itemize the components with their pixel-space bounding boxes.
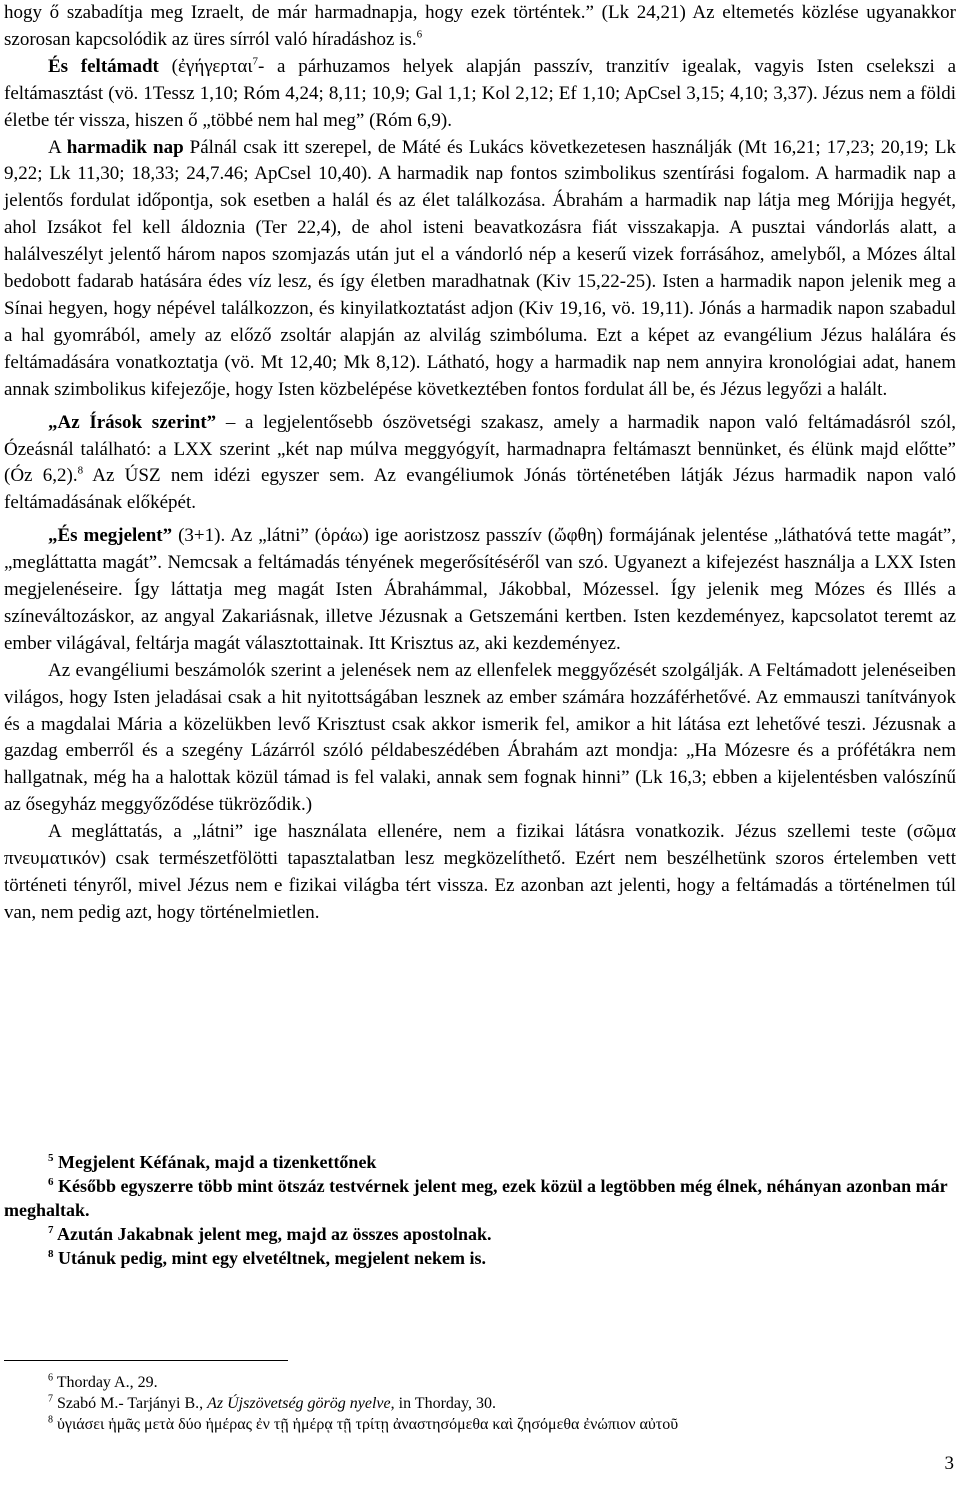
footnote-text: Szabó M.- Tarjányi B., (57, 1395, 208, 1412)
paragraph-text: (ἐγήγερται (158, 55, 253, 77)
paragraph-4 (4, 410, 956, 518)
footnote-item (4, 1393, 956, 1414)
footnote-text: , in Thorday, 30. (390, 1395, 496, 1412)
verse-number: 8 (48, 1248, 54, 1260)
verse-item (4, 1174, 956, 1222)
footnote-number: 7 (48, 1393, 53, 1405)
verse-number: 7 (48, 1224, 54, 1236)
term-heading: harmadik nap (66, 136, 184, 158)
verse-text: Később egyszerre több mint ötszáz testvérnek jelent meg, ezek közül a legtöbben még élnek, néhányan azonban már meghaltak. (4, 1176, 948, 1220)
paragraph-text: A (48, 136, 67, 158)
paragraph-1 (4, 0, 956, 54)
term-heading: „Az Írások szerint” (48, 411, 217, 433)
paragraph-text: (3+1). Az „látni” (ὁράω) ige aoristzosz passzív (ὤφθη) formájának jelentése „láthatóvá tette magát”, „megláttatta magát”. Nemcsak a feltámadás tényének megerősítéséről van szó. Ugyanezt a kifejezést használja a LXX Isten megjelenéseire. Így láttatja meg magát Isten Ábrahámmal, Jákobbal, Mózessel. Így jelenik meg Mózes és Illés a színeváltozáskor, az angyal Zakariásnak, illetve Jézusnak a Getszemáni kertben. Isten kezdeményez, kapcsolatot teremt az ember világával, feltárja magát választottainak. Itt Krisztus az, aki kezdeményez. (4, 525, 956, 654)
verse-text: Utánuk pedig, mint egy elvetéltnek, megjelent nekem is. (58, 1248, 486, 1268)
footnote-ref: 7 (252, 55, 258, 68)
term-heading: „És megjelent” (48, 525, 173, 547)
term-heading: És feltámadt (48, 55, 159, 77)
footnotes (4, 1372, 956, 1435)
footnote-text: Thorday A., 29. (56, 1374, 158, 1391)
footnote-ref: 6 (416, 28, 423, 41)
paragraph-text: hogy ő szabadítja meg Izraelt, de már harmadnapja, hogy ezek történtek.” (Lk 24,21) Az eltemetés közlése ugyanakkor szorosan kapcsolódik az üres sírról való híradáshoz is. (4, 2, 956, 50)
paragraph-3 (4, 135, 956, 404)
verse-item (4, 1150, 956, 1174)
footnote-number: 8 (48, 1414, 53, 1426)
footnote-separator (4, 1360, 288, 1361)
paragraph-7: A megláttatás, a „látni” ige használata ellenére, nem a fizikai látásra vonatkozik. Jézus szellemi teste (σῶμα πνευματικόν) csak természetfölötti tapasztalatban lesz megközelíthető. Ezért nem beszélhetünk szoros értelemben vett történeti tényről, mivel Jézus nem e fizikai világba tért vissza. Ez azonban azt jelenti, hogy a feltámadás a történelmen túl van, nem pedig azt, hogy történelmietlen. (4, 821, 956, 923)
paragraph-text: - a párhuzamos helyek alapján passzív, tranzitív igealak, vagyis Isten cselekszi a feltámasztást (vö. 1Tessz 1,10; Róm 4,24; 8,11; 10,9; Gal 1,1; Kol 2,12; Ef 1,10; ApCsel 3,15; 4,10; 3,37). Jézus nem a földi életbe tér vissza, hiszen ő „többé nem hal meg” (Róm 6,9). (4, 55, 957, 131)
footnote-greek-text: ὑγιάσει ἡμᾶς μετὰ δύο ἡμέρας ἐν τῇ ἡμέρᾳ τῇ τρίτῃ ἀναστησόμεθα καὶ ζησόμεθα ἐνώπιον αὐτοῦ (57, 1416, 679, 1433)
bible-verses (4, 1150, 956, 1270)
footnote-item (4, 1372, 956, 1393)
paragraph-2 (4, 54, 956, 135)
footnote-ref: 8 (77, 465, 84, 478)
verse-item (4, 1222, 956, 1246)
footnote-number: 6 (48, 1372, 53, 1384)
footnote-item (4, 1414, 956, 1435)
verse-item (4, 1246, 956, 1270)
paragraph-text: Pálnál csak itt szerepel, de Máté és Lukács következetesen használják (Mt 16,21; 17,23; 20,19; Lk 9,22; Lk 11,30; 18,33; 24,7.46; ApCsel 10,40). A harmadik nap fontos szimbolikus szentírási fogalom. A harmadik nap a jelentős fordulat időpontja, sok esetben a halál és az élet találkozása. Ábrahám a harmadik nap látja meg Mórijja hegyét, ahol Izsákot fel kell áldoznia (Ter 22,4), de ahol isteni beavatkozásra fiát visszakapja. A pusztai vándorlás alatt, a halálveszélyt jelentő három napos szomjazás után jut el a vándorló nép a keserű vizek forrásához, amelyből, a Mózes által bedobott fadarab hatására édes víz lesz, és így életben maradhatnak (Kiv 15,22-25). Isten a harmadik napon jelenik meg a Sínai hegyen, hogy népével találkozzon, és kinyilatkoztatást adjon (Kiv 19,16, vö. 19,11). Jónás a harmadik napon szabadul a hal gyomrából, amely az előző zsoltár alapján az alvilág szimbóluma. Ezt a képet az evangélium Jézus halálára és feltámadására vonatkoztatja (vö. Mt 12,40; Mk 8,12). Látható, hogy a harmadik nap nem annyira kronológiai adat, hanem annak szimbolikus kifejezője, hogy Isten közbelépése következtében fontos fordulat áll be, és Jézus legyőzi a halált. (4, 136, 956, 400)
verse-number: 5 (48, 1152, 54, 1164)
verse-text: Megjelent Kéfának, majd a tizenkettőnek (58, 1152, 377, 1172)
paragraph-text: – a legjelentősebb ószövetségi szakasz, amely a harmadik napon való feltámadásról szól, Ózeásnál található: a LXX szerint „két nap múlva meggyógyít, harmadnapra feltámaszt bennünket, és élünk majd előtte” (Óz 6,2). (4, 411, 956, 487)
paragraph-6: Az evangéliumi beszámolók szerint a jelenések nem az ellenfelek meggyőzését szolgálják. A Feltámadott jelenéseiben világos, hogy Isten jeladásai csak a hit nyitottságában lesznek az ember számára hozzáférhetővé. Az emmauszi tanítványok és a magdalai Mária a közelükben levő Krisztust csak akkor ismerik fel, amikor a hit látása ezt lehetővé teszi. Jézusnak a gazdag emberről és a szegény Lázárról szóló példabeszédében Ábrahám azt mondja: „Ha Mózesre és a prófétákra nem hallgatnak, még ha a halottak közül támad is fel valaki, annak sem fognak hinni” (Lk 16,3; ebben a kijelentésben valószínű az ősegyház meggyőződése tükröződik.) (4, 659, 956, 816)
footnote-book-title: Az Újszövetség görög nyelve (207, 1395, 391, 1412)
paragraph-text: Az ÚSZ nem idézi egyszer sem. Az evangéliumok Jónás történetében látják Jézus harmadik napon való feltámadásának előképét. (4, 465, 956, 514)
page-number: 3 (944, 1453, 954, 1474)
verse-number: 6 (48, 1176, 54, 1188)
body-text (4, 0, 956, 927)
verse-text: Azután Jakabnak jelent meg, majd az összes apostolnak. (57, 1224, 492, 1244)
paragraph-5 (4, 523, 956, 658)
